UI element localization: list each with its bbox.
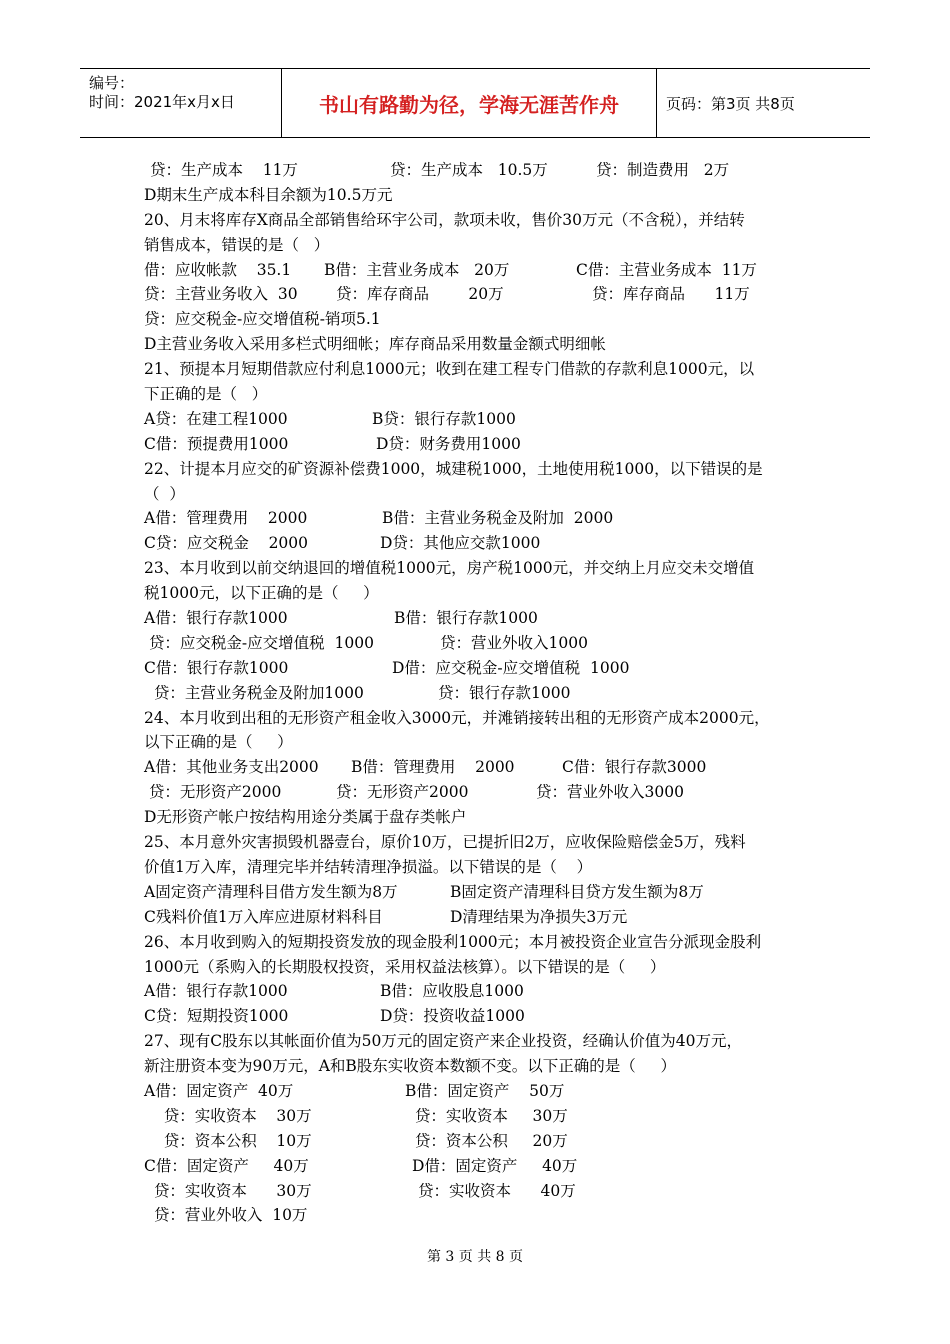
text-line: 贷：营业外收入 10万 [144,1206,308,1225]
text-line [144,1154,834,1179]
text-column: B贷：银行存款1000 [372,409,516,428]
text-column: 贷：应交税金-应交增值税 1000 [144,633,374,652]
text-column: A借：银行存款1000 [144,982,288,1001]
text-column: C借：主营业务成本 11万 [576,260,757,279]
text-line: D主营业务收入采用多栏式明细帐；库存商品采用数量金额式明细帐 [144,335,606,354]
text-line [144,606,834,631]
text-line: 税1000元，以下正确的是（ ） [144,584,379,603]
text-column: 贷：库存商品 20万 [336,285,504,304]
text-column: C残料价值1万入库应进原材料科目 [144,907,383,926]
text-line [144,780,834,805]
text-column: 贷：实收资本 30万 [405,1106,568,1125]
text-column: 借：应收帐款 35.1 [144,260,292,279]
text-line [144,1079,834,1104]
text-line: 20、月末将库存X商品全部销售给环宇公司，款项未收，售价30万元（不含税），并结转 [144,210,745,229]
text-column: 贷：银行存款1000 [438,683,571,702]
text-line: 价值1万入库，清理完毕并结转清理净损溢。以下错误的是（ ） [144,857,593,876]
text-column: D借：应交税金-应交增值税 1000 [392,658,630,677]
text-column: 贷：库存商品 11万 [592,285,750,304]
text-column: 贷：生产成本 11万 [150,161,298,179]
header-motto: 书山有路勤为径，学海无涯苦作舟 [282,69,657,137]
text-column: C贷：应交税金 2000 [144,534,309,553]
text-column: A借：固定资产 40万 [144,1081,294,1100]
text-line [144,1129,834,1154]
text-column: D贷：财务费用1000 [376,434,521,453]
text-line: 新注册资本变为90万元，A和B股东实收资本数额不变。以下正确的是（ ） [144,1057,676,1076]
text-line [144,880,834,905]
text-line [144,631,834,656]
doc-time-label: 时间：2021年x月x日 [89,93,235,111]
text-line: 下正确的是（ ） [144,385,268,404]
text-line: 21、预提本月短期借款应付利息1000元；收到在建工程专门借款的存款利息1000元，以 [144,360,755,379]
text-line: 27、现有C股东以其帐面价值为50万元的固定资产来企业投资，经确认价值为40万元， [144,1032,743,1051]
text-column: D借：固定资产 40万 [412,1156,578,1175]
text-column: 贷：资本公积 20万 [405,1131,568,1150]
page-header [80,68,870,138]
text-column: 贷：营业外收入3000 [536,783,684,802]
text-line: 22、计提本月应交的矿资源补偿费1000，城建税1000，土地使用税1000，以下错误的是 [144,459,763,478]
text-column: B借：主营业务税金及附加 2000 [382,509,614,528]
text-line [144,755,834,780]
header-meta [80,69,282,137]
text-line [144,407,834,432]
document-body [144,158,834,1228]
text-column: A借：银行存款1000 [144,609,288,628]
text-column: 贷：生产成本 10.5万 [390,161,548,179]
text-column: 贷：实收资本 40万 [418,1181,576,1200]
text-column: 贷：实收资本 30万 [144,1181,312,1200]
text-column: 贷：实收资本 30万 [144,1106,312,1125]
text-column: B固定资产清理科目贷方发生额为8万 [450,882,704,901]
text-column: C借：预提费用1000 [144,434,289,453]
text-line: 1000元（系购入的长期股权投资，采用权益法核算）。以下错误的是（ ） [144,957,666,976]
text-line: 26、本月收到购入的短期投资发放的现金股利1000元；本月被投资企业宣告分派现金股利 [144,932,762,951]
text-line [144,432,834,457]
text-column: B借：银行存款1000 [394,609,538,628]
doc-number-label: 编号： [89,74,135,92]
text-column: B借：固定资产 50万 [405,1081,565,1100]
text-column: A借：其他业务支出2000 [144,758,319,777]
text-column: B借：应收股息1000 [380,982,524,1001]
text-column: 贷：无形资产2000 [144,783,282,802]
text-line [144,1004,834,1029]
text-line: 24、本月收到出租的无形资产租金收入3000元，并滩销接转出租的无形资产成本2000元， [144,708,770,727]
text-column: D贷：投资收益1000 [380,1007,525,1026]
text-line [144,282,834,307]
text-line [144,1104,834,1129]
text-line [144,258,834,283]
text-column: 贷：主营业务收入 30 [144,285,298,304]
text-line: 25、本月意外灾害损毁机器壹台，原价10万，已提折旧2万，应收保险赔偿金5万，残料 [144,833,746,852]
text-line: 贷：应交税金-应交增值税-销项5.1 [144,310,381,329]
text-line [144,531,834,556]
page-footer: 第 3 页 共 8 页 [426,1249,524,1265]
text-line: （ ） [144,484,185,503]
text-column: B借：主营业务成本 20万 [324,260,510,279]
text-column: C借：银行存款3000 [562,758,707,777]
text-column: C借：固定资产 40万 [144,1156,309,1175]
text-line: 以下正确的是（ ） [144,733,293,752]
header-page-label: 页码：第3页 共8页 [666,94,795,113]
text-column: 贷：无形资产2000 [336,783,469,802]
text-line: 销售成本，错误的是（ ） [144,235,330,254]
text-line [144,681,834,706]
text-line [144,979,834,1004]
text-column: 贷：制造费用 2万 [596,161,730,179]
text-column: 贷：资本公积 10万 [144,1131,312,1150]
text-line [144,506,834,531]
text-line [144,1179,834,1204]
text-column: A借：管理费用 2000 [144,509,308,528]
text-column: B借：管理费用 2000 [351,758,515,777]
text-column: D清理结果为净损失3万元 [450,907,628,926]
text-column: A固定资产清理科目借方发生额为8万 [144,882,398,901]
text-line: 23、本月收到以前交纳退回的增值税1000元，房产税1000元，并交纳上月应交未交增值 [144,559,755,578]
text-line [144,158,834,183]
text-column: 贷：主营业务税金及附加1000 [144,683,364,702]
text-line: D期末生产成本科目余额为10.5万元 [144,185,393,204]
text-line [144,905,834,930]
text-column: C贷：短期投资1000 [144,1007,289,1026]
text-column: 贷：营业外收入1000 [440,633,588,652]
text-column: D贷：其他应交款1000 [380,534,541,553]
text-column: C借：银行存款1000 [144,658,289,677]
text-line [144,656,834,681]
text-column: A贷：在建工程1000 [144,409,288,428]
text-line: D无形资产帐户按结构用途分类属于盘存类帐户 [144,808,467,827]
